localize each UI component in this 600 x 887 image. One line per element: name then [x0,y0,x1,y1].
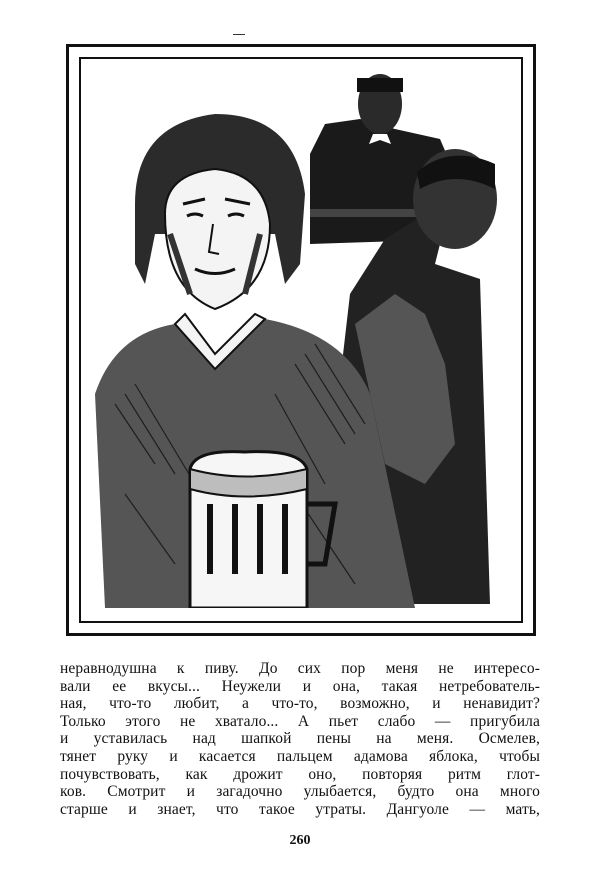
body-text [60,660,540,818]
text-line: почувствовать, как дрожит оно, повторяя ритм глот- [60,765,540,783]
page-number: 260 [289,833,311,848]
text-line: и уставилась над шапкой пены на меня. Осмелев, [60,730,540,748]
print-mark [233,34,245,35]
text-line: неравнодушна к пиву. До сих пор меня не интересо- [60,660,540,677]
text-line: Только этого не хватало... А пьет слабо — пригубила [60,712,540,730]
text-line: ная, что-то любит, а что-то, возможно, и ненавидит? [60,695,540,713]
illustration [95,64,507,608]
text-line: тянет руку и касается пальцем адамова яблока, чтобы [60,747,540,765]
text-line: ков. Смотрит и загадочно улыбается, будто она много [60,783,540,801]
text-line: вали ее вкусы... Неужели и она, такая нетребователь- [60,677,540,695]
text-line: старше и знает, что такое утраты. Дангуоле — мать, [60,800,540,818]
